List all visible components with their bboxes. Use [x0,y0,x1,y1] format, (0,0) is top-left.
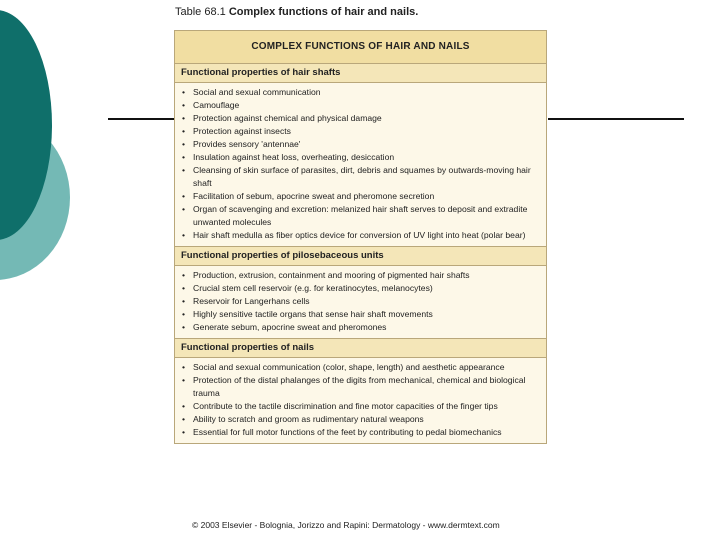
list-item: • Insulation against heat loss, overheating, desiccation [181,151,540,164]
list-item: • Ability to scratch and groom as rudimentary natural weapons [181,413,540,426]
list-item: • Social and sexual communication (color, shape, length) and aesthetic appearance [181,361,540,374]
copyright-footer: © 2003 Elsevier - Bolognia, Jorizzo and Rapini: Dermatology - www.dermtext.com [192,520,500,530]
section-body [175,358,546,443]
table-title: COMPLEX FUNCTIONS OF HAIR AND NAILS [175,31,546,64]
list-item: • Reservoir for Langerhans cells [181,295,540,308]
list-item: • Facilitation of sebum, apocrine sweat and pheromone secretion [181,190,540,203]
list-item: • Social and sexual communication [181,86,540,99]
section-heading: Functional properties of hair shafts [175,64,546,83]
list-item: • Protection of the distal phalanges of the digits from mechanical, chemical and biological trauma [181,374,540,400]
list-item: • Generate sebum, apocrine sweat and pheromones [181,321,540,334]
bullet-list [181,361,540,439]
list-item: • Hair shaft medulla as fiber optics device for conversion of UV light into heat (polar bear) [181,229,540,242]
list-item: • Provides sensory 'antennae' [181,138,540,151]
list-item: • Protection against chemical and physical damage [181,112,540,125]
divider-line-right [548,118,684,120]
section-body [175,83,546,246]
list-item: • Protection against insects [181,125,540,138]
table-caption [175,6,418,18]
list-item: • Cleansing of skin surface of parasites, dirt, debris and squames by outwards-moving hair shaft [181,164,540,190]
functions-table [174,30,547,444]
table-sections [175,64,546,443]
section-heading: Functional properties of pilosebaceous units [175,246,546,266]
list-item: • Contribute to the tactile discrimination and fine motor capacities of the finger tips [181,400,540,413]
list-item: • Camouflage [181,99,540,112]
bullet-list [181,269,540,334]
divider-line-left [108,118,178,120]
caption-prefix: Table 68.1 [175,6,226,18]
list-item: • Crucial stem cell reservoir (e.g. for keratinocytes, melanocytes) [181,282,540,295]
list-item: • Essential for full motor functions of the feet by contributing to pedal biomechanics [181,426,540,439]
caption-text: Complex functions of hair and nails. [228,6,419,18]
list-item: • Highly sensitive tactile organs that sense hair shaft movements [181,308,540,321]
bullet-list [181,86,540,242]
section-body [175,266,546,338]
list-item: • Organ of scavenging and excretion: melanized hair shaft serves to deposit and extradite unwanted molecules [181,203,540,229]
list-item: • Production, extrusion, containment and mooring of pigmented hair shafts [181,269,540,282]
section-heading: Functional properties of nails [175,338,546,358]
